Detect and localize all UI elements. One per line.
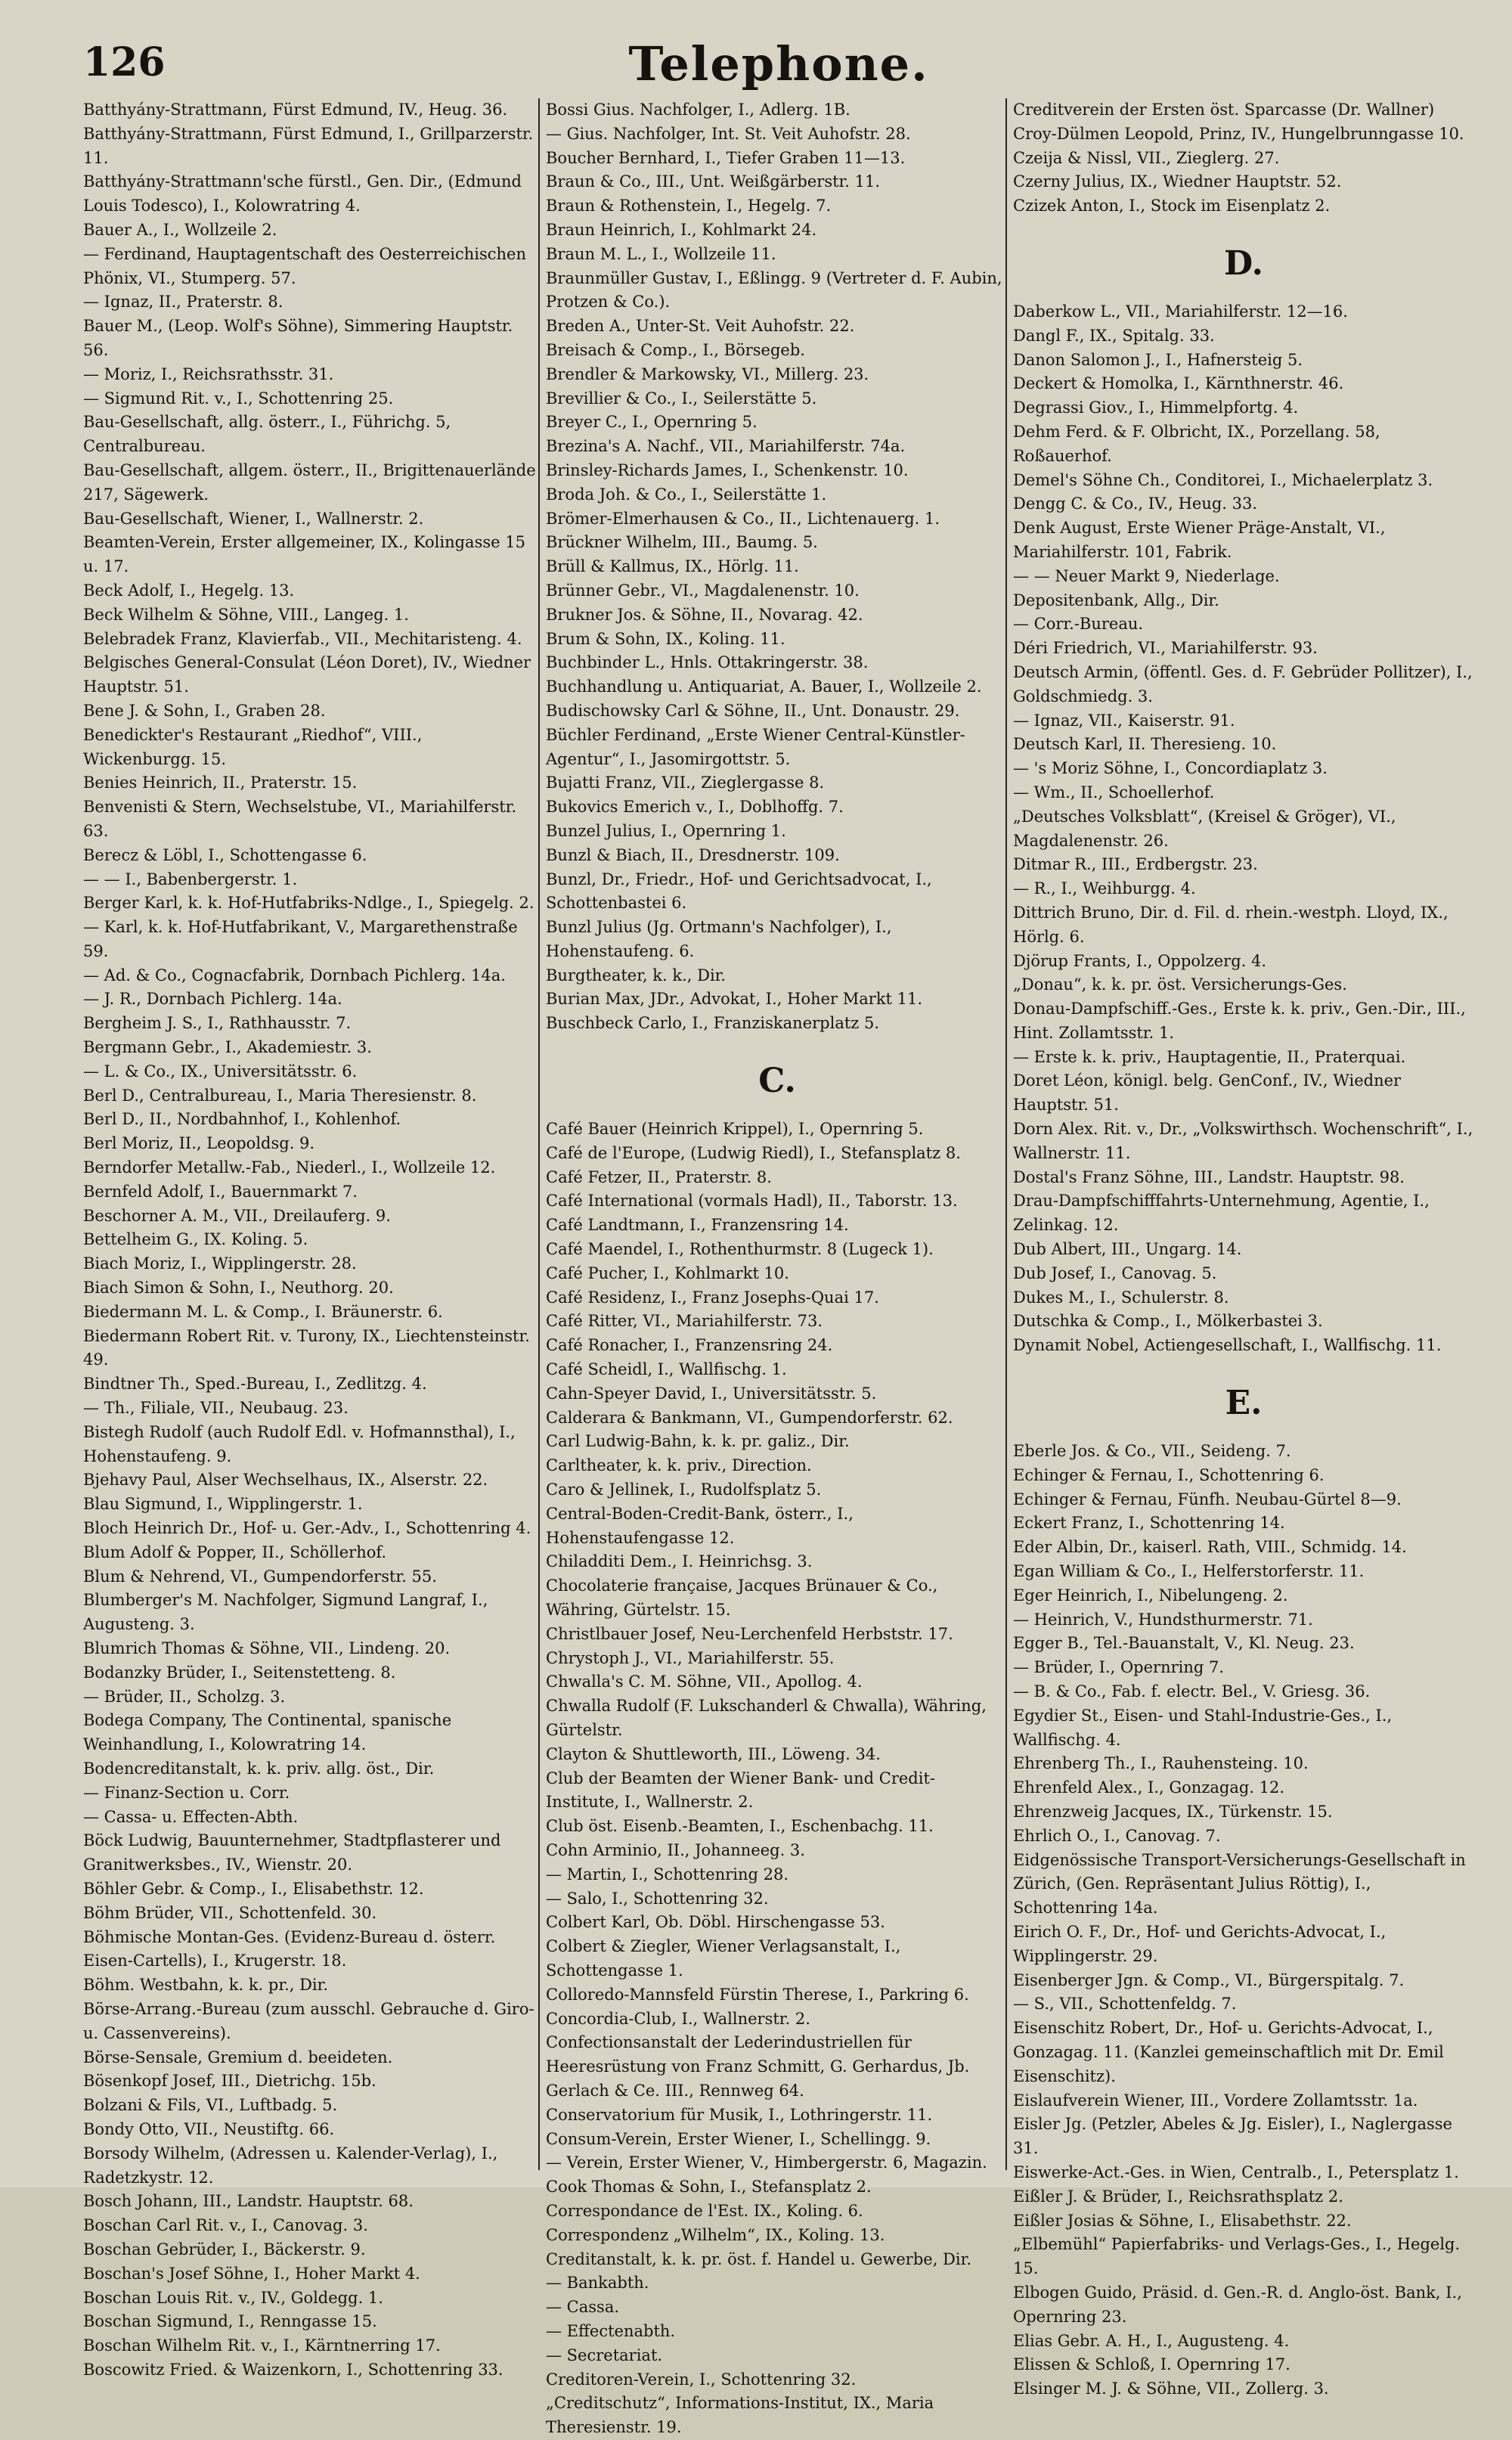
directory-entry: Buchbinder L., Hnls. Ottakringerstr. 38. [546, 653, 869, 672]
directory-entry: Brückner Wilhelm, III., Baumg. 5. [546, 533, 818, 552]
directory-entry: — Cassa. [546, 2298, 620, 2317]
directory-entry: Boschan Gebrüder, I., Bäckerstr. 9. [83, 2240, 366, 2259]
directory-entry: — Cassa- u. Effecten-Abth. [83, 1807, 299, 1826]
directory-entry: — Moriz, I., Reichsrathsstr. 31. [83, 364, 334, 383]
directory-entry: Biach Simon & Sohn, I., Neuthorg. 20. [83, 1279, 394, 1298]
directory-entry: Böhler Gebr. & Comp., I., Elisabethstr. 12. [83, 1879, 424, 1898]
directory-entry: Beschorner A. M., VII., Dreilauferg. 9. [83, 1206, 391, 1225]
directory-entry: Eißler Josias & Söhne, I., Elisabethstr. 22. [1013, 2211, 1352, 2230]
directory-entry: — S., VII., Schottenfeldg. 7. [1013, 1995, 1237, 2014]
directory-entry: — Ferdinand, Hauptagentschaft des Oesterreichischen Phönix, VI., Stumperg. 57. [83, 244, 527, 287]
directory-entry: Dutschka & Comp., I., Mölkerbastei 3. [1013, 1312, 1323, 1331]
directory-entry: — Erste k. k. priv., Hauptagentie, II., Praterquai. [1013, 1047, 1406, 1066]
directory-entry: Egger B., Tel.-Bauanstalt, V., Kl. Neug. 23. [1013, 1634, 1355, 1653]
directory-entry: Carl Ludwig-Bahn, k. k. pr. galiz., Dir. [546, 1432, 850, 1451]
directory-entry: Elbogen Guido, Präsid. d. Gen.-R. d. Anglo-öst. Bank, I., Opernring 23. [1013, 2283, 1462, 2326]
directory-entry: Calderara & Bankmann, VI., Gumpendorferstr. 62. [546, 1408, 953, 1427]
directory-entry: „Creditschutz“, Informations-Institut, IX., Maria Theresienstr. 19. [546, 2394, 934, 2437]
directory-entry: — — Neuer Markt 9, Niederlage. [1013, 566, 1280, 585]
directory-entry: Concordia-Club, I., Wallnerstr. 2. [546, 2009, 810, 2028]
directory-entry: Eisenschitz Robert, Dr., Hof- u. Gerichts-Advocat, I., Gonzagag. 11. (Kanzlei gemeinschaftlich mit Dr. Emil Eisenschitz). [1013, 2019, 1444, 2085]
page-header [83, 36, 1474, 95]
directory-entry: Colloredo-Mannsfeld Fürstin Therese, I., Parkring 6. [546, 1985, 969, 2004]
directory-entry: Café Pucher, I., Kohlmarkt 10. [546, 1263, 789, 1282]
directory-entry: Chwalla Rudolf (F. Lukschanderl & Chwalla), Währing, Gürtelstr. [546, 1697, 987, 1739]
directory-entry: Bau-Gesellschaft, allgem. österr., II., Brigittenauerlände 217, Sägewerk. [83, 460, 536, 504]
directory-entry: Creditanstalt, k. k. pr. öst. f. Handel u. Gewerbe, Dir. [546, 2249, 972, 2268]
directory-entry: Eiswerke-Act.-Ges. in Wien, Centralb., I., Petersplatz 1. [1013, 2163, 1459, 2181]
directory-entry: Borsody Wilhelm, (Adressen u. Kalender-Verlag), I., Radetzkystr. 12. [83, 2144, 498, 2187]
directory-entry: Dukes M., I., Schulerstr. 8. [1013, 1288, 1229, 1307]
directory-entry: Dorn Alex. Rit. v., Dr., „Volkswirthsch. Wochenschrift“, I., Wallnerstr. 11. [1013, 1120, 1473, 1162]
directory-entry: Bene J. & Sohn, I., Graben 28. [83, 701, 326, 720]
section-letter-heading: C. [758, 1062, 796, 1101]
directory-entry: Breyer C., I., Opernring 5. [546, 413, 758, 432]
directory-entry: Elias Gebr. A. H., I., Augusteng. 4. [1013, 2331, 1290, 2350]
directory-entry: Bodanzky Brüder, I., Seitenstetteng. 8. [83, 1663, 396, 1682]
directory-entry: — Bankabth. [546, 2274, 649, 2293]
directory-entry: Blum Adolf & Popper, II., Schöllerhof. [83, 1542, 387, 1561]
directory-entry: Bindtner Th., Sped.-Bureau, I., Zedlitzg. 4. [83, 1375, 427, 1394]
directory-column-3 [1005, 98, 1474, 2398]
directory-entry: — Karl, k. k. Hof-Hutfabrikant, V., Margarethenstraße 59. [83, 918, 518, 960]
directory-entry: — Effectenabth. [546, 2321, 676, 2340]
directory-entry: Broda Joh. & Co., I., Seilerstätte 1. [546, 485, 827, 504]
directory-entry: Brendler & Markowsky, VI., Millerg. 23. [546, 364, 869, 383]
directory-entry: Breisach & Comp., I., Börsegeb. [546, 340, 805, 359]
directory-entry: Demel's Söhne Ch., Conditorei, I., Michaelerplatz 3. [1013, 470, 1433, 489]
directory-entry: Chwalla's C. M. Söhne, VII., Apollog. 4. [546, 1673, 863, 1691]
directory-entry: Benvenisti & Stern, Wechselstube, VI., Mariahilferstr. 63. [83, 798, 517, 840]
directory-entry: Echinger & Fernau, I., Schottenring 6. [1013, 1465, 1325, 1484]
directory-entry: Donau-Dampfschiff.-Ges., Erste k. k. priv., Gen.-Dir., III., Hint. Zollamtsstr. 1. [1013, 1000, 1466, 1042]
directory-entry: — Ad. & Co., Cognacfabrik, Dornbach Pichlerg. 14a. [83, 966, 506, 984]
directory-entry: — Ignaz, VII., Kaiserstr. 91. [1013, 711, 1235, 730]
directory-entry: Dostal's Franz Söhne, III., Landstr. Hauptstr. 98. [1013, 1167, 1405, 1186]
directory-entry: — Salo, I., Schottenring 32. [546, 1889, 769, 1908]
directory-entry: Croy-Dülmen Leopold, Prinz, IV., Hungelbrunngasse 10. [1013, 124, 1464, 143]
directory-entry: Bunzel Julius, I., Opernring 1. [546, 821, 786, 840]
directory-entry: Bodega Company, The Continental, spanische Weinhandlung, I., Kolowratring 14. [83, 1711, 452, 1754]
directory-entry: — Sigmund Rit. v., I., Schottenring 25. [83, 389, 394, 408]
directory-entry: — Finanz-Section u. Corr. [83, 1783, 290, 1802]
directory-entry: Belebradek Franz, Klavierfab., VII., Mechitaristeng. 4. [83, 629, 522, 648]
directory-entry: Café Scheidl, I., Wallfischg. 1. [546, 1360, 787, 1379]
directory-entry: Dynamit Nobel, Actiengesellschaft, I., Wallfischg. 11. [1013, 1336, 1442, 1355]
directory-entry: Biach Moriz, I., Wipplingerstr. 28. [83, 1254, 357, 1273]
directory-entry: Chrystoph J., VI., Mariahilferstr. 55. [546, 1648, 835, 1667]
directory-entry: Ehrenzweig Jacques, IX., Türkenstr. 15. [1013, 1803, 1333, 1821]
section-letter-heading: D. [1224, 243, 1263, 283]
directory-entry: Consum-Verein, Erster Wiener, I., Schellingg. 9. [546, 2129, 931, 2148]
directory-entry: Brum & Sohn, IX., Koling. 11. [546, 629, 785, 648]
directory-entry: — Corr.-Bureau. [1013, 615, 1144, 634]
directory-entry: — R., I., Weihburgg. 4. [1013, 879, 1196, 898]
directory-entry: Doret Léon, königl. belg. GenConf., IV., Wiedner Hauptstr. 51. [1013, 1071, 1402, 1115]
directory-entry: Drau-Dampfschifffahrts-Unternehmung, Agentie, I., Zelinkag. 12. [1013, 1192, 1430, 1235]
directory-entry: Buschbeck Carlo, I., Franziskanerplatz 5. [546, 1014, 880, 1033]
directory-entry: — Gius. Nachfolger, Int. St. Veit Auhofstr. 28. [546, 124, 911, 143]
directory-entry: „Deutsches Volksblatt“, (Kreisel & Gröger), VI., Magdalenenstr. 26. [1013, 807, 1396, 850]
directory-entry: Bujatti Franz, VII., Zieglergasse 8. [546, 774, 825, 792]
directory-entry: Club der Beamten der Wiener Bank- und Credit-Institute, I., Wallnerstr. 2. [546, 1769, 935, 1812]
directory-entry: Bergmann Gebr., I., Akademiestr. 3. [83, 1038, 372, 1057]
directory-entry: Bernfeld Adolf, I., Bauernmarkt 7. [83, 1182, 358, 1201]
directory-entry: Burgtheater, k. k., Dir. [546, 966, 727, 984]
directory-entry: Belgisches General-Consulat (Léon Doret), IV., Wiedner Hauptstr. 51. [83, 653, 531, 696]
section-letter-heading: E. [1225, 1384, 1263, 1423]
directory-entry: Brüll & Kallmus, IX., Hörlg. 11. [546, 557, 799, 576]
directory-entry: Brünner Gebr., VI., Magdalenenstr. 10. [546, 581, 860, 600]
directory-entry: Bauer M., (Leop. Wolf's Söhne), Simmering Hauptstr. 56. [83, 317, 513, 359]
directory-entry: Chocolaterie française, Jacques Brünauer & Co., Währing, Gürtelstr. 15. [546, 1577, 938, 1620]
directory-entry: Boschan Wilhelm Rit. v., I., Kärntnerring 17. [83, 2336, 441, 2355]
directory-entry: Berndorfer Metallw.-Fab., Niederl., I., Wollzeile 12. [83, 1158, 496, 1177]
directory-entry: Beck Adolf, I., Hegelg. 13. [83, 581, 295, 600]
directory-entry: Brömer-Elmerhausen & Co., II., Lichtenauerg. 1. [546, 509, 940, 528]
directory-entry: Beamten-Verein, Erster allgemeiner, IX., Kolingasse 15 u. 17. [83, 533, 525, 576]
directory-entry: Ehrenfeld Alex., I., Gonzagag. 12. [1013, 1778, 1285, 1797]
directory-entry: Djörup Frants, I., Oppolzerg. 4. [1013, 951, 1267, 970]
directory-entry: — Heinrich, V., Hundsthurmerstr. 71. [1013, 1610, 1313, 1629]
directory-entry: Eisenberger Jgn. & Comp., VI., Bürgerspitalg. 7. [1013, 1970, 1405, 1989]
directory-entry: Bjehavy Paul, Alser Wechselhaus, IX., Alserstr. 22. [83, 1471, 488, 1490]
directory-entry: Creditoren-Verein, I., Schottenring 32. [546, 2370, 857, 2389]
directory-entry: Confectionsanstalt der Lederindustriellen für Heeresrüstung von Franz Schmitt, G. Gerhardus, Jb. Gerlach & Ce. III., Rennweg 64. [546, 2033, 970, 2100]
directory-entry: Ehrenberg Th., I., Rauhensteing. 10. [1013, 1754, 1309, 1773]
directory-entry: Bergheim J. S., I., Rathhausstr. 7. [83, 1014, 352, 1033]
directory-entry: Bossi Gius. Nachfolger, I., Adlerg. 1B. [546, 101, 850, 119]
directory-entry: Braunmüller Gustav, I., Eßlingg. 9 (Vertreter d. F. Aubin, Protzen & Co.). [546, 268, 1002, 312]
directory-entry: Dengg C. & Co., IV., Heug. 33. [1013, 495, 1258, 513]
directory-entry: Bukovics Emerich v., I., Doblhoffg. 7. [546, 798, 844, 817]
directory-entry: Eckert Franz, I., Schottenring 14. [1013, 1514, 1285, 1533]
directory-entry: Büchler Ferdinand, „Erste Wiener Central-Künstler-Agentur“, I., Jasomirgottstr. 5. [546, 725, 965, 768]
directory-entry: Daberkow L., VII., Mariahilferstr. 12—16. [1013, 302, 1348, 321]
directory-entry: Eißler J. & Brüder, I., Reichsrathsplatz 2. [1013, 2187, 1343, 2206]
directory-entry: Carltheater, k. k. priv., Direction. [546, 1456, 812, 1475]
directory-entry: Cook Thomas & Sohn, I., Stefansplatz 2. [546, 2178, 872, 2197]
directory-entry: Börse-Sensale, Gremium d. beeideten. [83, 2048, 393, 2066]
directory-entry: Batthyány-Strattmann, Fürst Edmund, IV., Heug. 36. [83, 101, 508, 119]
directory-entry: Correspondance de l'Est. IX., Koling. 6. [546, 2201, 863, 2220]
directory-entry: Boscowitz Fried. & Waizenkorn, I., Schottenring 33. [83, 2360, 503, 2379]
directory-entry: Eisler Jg. (Petzler, Abeles & Jg. Eisler), I., Naglergasse 31. [1013, 2115, 1452, 2158]
directory-entry: Dehm Ferd. & F. Olbricht, IX., Porzellang. 58, Roßauerhof. [1013, 422, 1380, 465]
directory-entry: Café Landtmann, I., Franzensring 14. [546, 1216, 849, 1235]
directory-entry: Chiladditi Dem., I. Heinrichsg. 3. [546, 1552, 813, 1571]
directory-entry: Café Ritter, VI., Mariahilferstr. 73. [546, 1312, 823, 1331]
directory-entry: Berl D., II., Nordbahnhof, I., Kohlenhof. [83, 1110, 401, 1129]
directory-entry: Café International (vormals Hadl), II., Taborstr. 13. [546, 1192, 958, 1211]
directory-column-1 [83, 98, 537, 2379]
directory-entry: Benies Heinrich, II., Praterstr. 15. [83, 774, 358, 792]
directory-entry: Ditmar R., III., Erdbergstr. 23. [1013, 855, 1258, 874]
directory-entry: Egan William & Co., I., Helferstorferstr. 11. [1013, 1562, 1365, 1581]
directory-entry: Deutsch Armin, (öffentl. Ges. d. F. Gebrüder Pollitzer), I., Goldschmiedg. 3. [1013, 662, 1473, 705]
directory-entry: Bau-Gesellschaft, allg. österr., I., Führichg. 5, Centralbureau. [83, 413, 451, 456]
directory-entry: Bunzl, Dr., Friedr., Hof- und Gerichtsadvocat, I., Schottenbastei 6. [546, 870, 932, 913]
directory-entry: Biedermann M. L. & Comp., I. Bräunerstr. 6. [83, 1302, 443, 1321]
directory-entry: Boschan's Josef Söhne, I., Hoher Markt 4. [83, 2264, 420, 2283]
page-number: 126 [83, 39, 166, 85]
directory-entry: Deckert & Homolka, I., Kärnthnerstr. 46. [1013, 374, 1344, 393]
directory-entry: Böck Ludwig, Bauunternehmer, Stadtpflasterer und Granitwerksbes., IV., Wienstr. 20. [83, 1831, 501, 1874]
directory-entry: Blau Sigmund, I., Wipplingerstr. 1. [83, 1495, 363, 1514]
directory-entry: — Verein, Erster Wiener, V., Himbergerstr. 6, Magazin. [546, 2153, 987, 2172]
directory-entry: Buchhandlung u. Antiquariat, A. Bauer, I., Wollzeile 2. [546, 677, 982, 696]
directory-entry: Boschan Carl Rit. v., I., Canovag. 3. [83, 2216, 368, 2235]
directory-entry: Dangl F., IX., Spitalg. 33. [1013, 326, 1215, 345]
directory-entry: Czeija & Nissl, VII., Zieglerg. 27. [1013, 148, 1280, 167]
directory-entry: Denk August, Erste Wiener Präge-Anstalt, VI., Mariahilferstr. 101, Fabrik. [1013, 519, 1386, 561]
directory-entry: Conservatorium für Musik, I., Lothringerstr. 11. [546, 2105, 933, 2124]
directory-entry: Brukner Jos. & Söhne, II., Novarag. 42. [546, 605, 863, 624]
directory-entry: Correspondenz „Wilhelm“, IX., Koling. 13. [546, 2225, 885, 2244]
directory-entry: Berl Moriz, II., Leopoldsg. 9. [83, 1134, 315, 1153]
directory-entry: Braun & Co., III., Unt. Weißgärberstr. 11. [546, 172, 881, 191]
directory-entry: Cahn-Speyer David, I., Universitätsstr. 5. [546, 1384, 877, 1403]
directory-entry: — Secretariat. [546, 2345, 663, 2364]
directory-entry: Bloch Heinrich Dr., Hof- u. Ger.-Adv., I., Schottenring 4. [83, 1519, 531, 1538]
directory-entry: Eislaufverein Wiener, III., Vordere Zollamtsstr. 1a. [1013, 2091, 1418, 2110]
directory-entry: Braun Heinrich, I., Kohlmarkt 24. [546, 220, 817, 239]
directory-entry: Café Ronacher, I., Franzensring 24. [546, 1336, 833, 1355]
directory-entry: Boschan Louis Rit. v., IV., Goldegg. 1. [83, 2288, 383, 2307]
directory-entry: Blum & Nehrend, VI., Gumpendorferstr. 55. [83, 1567, 437, 1586]
directory-entry: Caro & Jellinek, I., Rudolfsplatz 5. [546, 1480, 822, 1499]
directory-entry: Christlbauer Josef, Neu-Lerchenfeld Herbststr. 17. [546, 1624, 953, 1643]
directory-entry: Berecz & Löbl, I., Schottengasse 6. [83, 845, 367, 864]
directory-entry: Danon Salomon J., I., Hafnersteig 5. [1013, 350, 1303, 369]
directory-entry: Burian Max, JDr., Advokat, I., Hoher Markt 11. [546, 990, 923, 1009]
directory-entry: Eidgenössische Transport-Versicherungs-Gesellschaft in Zürich, (Gen. Repräsentant Julius Röttig), I., Schottenring 14a. [1013, 1850, 1466, 1918]
directory-entry: Batthyány-Strattmann'sche fürstl., Gen. Dir., (Edmund Louis Todesco), I., Kolowratring 4. [83, 172, 522, 215]
directory-entry: Bodencreditanstalt, k. k. priv. allg. öst., Dir. [83, 1759, 435, 1778]
directory-entry: Depositenbank, Allg., Dir. [1013, 591, 1219, 609]
directory-entry: Börse-Arrang.-Bureau (zum ausschl. Gebrauche d. Giro- u. Cassenvereins). [83, 1999, 534, 2042]
directory-entry: Biedermann Robert Rit. v. Turony, IX., Liechtensteinstr. 49. [83, 1326, 530, 1369]
directory-entry: — Martin, I., Schottenring 28. [546, 1865, 789, 1883]
directory-entry: Café Maendel, I., Rothenthurmstr. 8 (Lugeck 1). [546, 1240, 934, 1259]
directory-entry: Czizek Anton, I., Stock im Eisenplatz 2. [1013, 197, 1331, 215]
directory-entry: Bauer A., I., Wollzeile 2. [83, 220, 277, 239]
directory-entry: Déri Friedrich, VI., Mariahilferstr. 93. [1013, 639, 1318, 658]
directory-entry: Batthyány-Strattmann, Fürst Edmund, I., Grillparzerstr. 11. [83, 124, 534, 167]
directory-entry: „Elbemühl“ Papierfabriks- und Verlags-Ges., I., Hegelg. 15. [1013, 2235, 1461, 2278]
directory-entry: — 's Moriz Söhne, I., Concordiaplatz 3. [1013, 759, 1328, 778]
directory-entry: Bettelheim G., IX. Koling. 5. [83, 1230, 308, 1249]
directory-entry: Club öst. Eisenb.-Beamten, I., Eschenbachg. 11. [546, 1817, 934, 1836]
directory-entry: Elsinger M. J. & Söhne, VII., Zollerg. 3. [1013, 2380, 1329, 2398]
directory-entry: — Ignaz, II., Praterstr. 8. [83, 293, 284, 312]
directory-entry: Böhm Brüder, VII., Schottenfeld. 30. [83, 1903, 377, 1922]
directory-entry: Creditverein der Ersten öst. Sparcasse (Dr. Wallner) [1013, 101, 1435, 119]
directory-entry: Bolzani & Fils, VI., Luftbadg. 5. [83, 2096, 338, 2115]
directory-entry: Beck Wilhelm & Söhne, VIII., Langeg. 1. [83, 605, 409, 624]
directory-entry: Braun & Rothenstein, I., Hegelg. 7. [546, 197, 832, 215]
directory-entry: Breden A., Unter-St. Veit Auhofstr. 22. [546, 317, 855, 336]
directory-entry: Ehrlich O., I., Canovag. 7. [1013, 1826, 1221, 1845]
directory-entry: — Brüder, I., Opernring 7. [1013, 1658, 1225, 1677]
directory-entry: Café Residenz, I., Franz Josephs-Quai 17. [546, 1288, 879, 1307]
directory-entry: Boucher Bernhard, I., Tiefer Graben 11—13. [546, 148, 906, 167]
directory-entry: Echinger & Fernau, Fünfh. Neubau-Gürtel 8—9. [1013, 1490, 1402, 1508]
directory-entry: Bunzl & Biach, II., Dresdnerstr. 109. [546, 845, 840, 864]
directory-entry: Café Fetzer, II., Praterstr. 8. [546, 1167, 772, 1186]
directory-entry: — B. & Co., Fab. f. electr. Bel., V. Griesg. 36. [1013, 1682, 1371, 1701]
directory-entry: Degrassi Giov., I., Himmelpfortg. 4. [1013, 398, 1299, 417]
directory-entry: Bösenkopf Josef, III., Dietrichg. 15b. [83, 2072, 376, 2091]
directory-entry: — J. R., Dornbach Pichlerg. 14a. [83, 990, 342, 1009]
directory-entry: Böhm. Westbahn, k. k. pr., Dir. [83, 1976, 329, 1995]
directory-entry: Central-Boden-Credit-Bank, österr., I., Hohenstaufengasse 12. [546, 1504, 854, 1547]
directory-entry: Colbert Karl, Ob. Döbl. Hirschengasse 53. [546, 1913, 885, 1932]
page-title: Telephone. [628, 36, 929, 91]
directory-entry: Berger Karl, k. k. Hof-Hutfabriks-Ndlge., I., Spiegelg. 2. [83, 894, 534, 913]
directory-entry: — — I., Babenbergerstr. 1. [83, 870, 298, 888]
directory-entry: Brezina's A. Nachf., VII., Mariahilferstr. 74a. [546, 437, 906, 456]
directory-entry: Böhmische Montan-Ges. (Evidenz-Bureau d. österr. Eisen-Cartells), I., Krugerstr. 18. [83, 1927, 496, 1970]
directory-entry: Eberle Jos. & Co., VII., Seideng. 7. [1013, 1442, 1291, 1461]
directory-entry: Eder Albin, Dr., kaiserl. Rath, VIII., Schmidg. 14. [1013, 1538, 1407, 1557]
directory-entry: Bosch Johann, III., Landstr. Hauptstr. 68. [83, 2192, 414, 2211]
directory-entry: — Wm., II., Schoellerhof. [1013, 783, 1215, 801]
directory-entry: Boschan Sigmund, I., Renngasse 15. [83, 2312, 377, 2331]
directory-entry: Dub Albert, III., Ungarg. 14. [1013, 1240, 1242, 1259]
directory-entry: Café Bauer (Heinrich Krippel), I., Opernring 5. [546, 1120, 924, 1139]
directory-entry: Budischowsky Carl & Söhne, II., Unt. Donaustr. 29. [546, 701, 960, 720]
directory-entry: — Th., Filiale, VII., Neubaug. 23. [83, 1399, 349, 1418]
directory-entry: Clayton & Shuttleworth, III., Löweng. 34. [546, 1744, 881, 1763]
directory-entry: Café de l'Europe, (Ludwig Riedl), I., Stefansplatz 8. [546, 1143, 961, 1162]
directory-entry: Deutsch Karl, II. Theresieng. 10. [1013, 735, 1277, 754]
directory-entry: Czerny Julius, IX., Wiedner Hauptstr. 52. [1013, 172, 1342, 191]
directory-entry: Bondy Otto, VII., Neustiftg. 66. [83, 2119, 335, 2138]
directory-entry: Braun M. L., I., Wollzeile 11. [546, 244, 776, 263]
directory-entry: Blumberger's M. Nachfolger, Sigmund Langraf, I., Augusteng. 3. [83, 1591, 488, 1634]
directory-entry: „Donau“, k. k. pr. öst. Versicherungs-Ges. [1013, 975, 1347, 994]
directory-entry: Blumrich Thomas & Söhne, VII., Lindeng. 20. [83, 1639, 451, 1657]
directory-entry: Brevillier & Co., I., Seilerstätte 5. [546, 389, 817, 408]
directory-entry: Bau-Gesellschaft, Wiener, I., Wallnerstr. 2. [83, 509, 424, 528]
directory-entry: Benedickter's Restaurant „Riedhof“, VIII., Wickenburgg. 15. [83, 725, 423, 768]
directory-entry: Dub Josef, I., Canovag. 5. [1013, 1263, 1217, 1282]
directory-entry: Eirich O. F., Dr., Hof- und Gerichts-Advocat, I., Wipplingerstr. 29. [1013, 1922, 1387, 1965]
directory-entry: Cohn Arminio, II., Johanneeg. 3. [546, 1840, 805, 1859]
directory-entry: Colbert & Ziegler, Wiener Verlagsanstalt, I., Schottengasse 1. [546, 1937, 901, 1980]
directory-column-2 [538, 98, 1009, 2437]
directory-entry: Brinsley-Richards James, I., Schenkenstr. 10. [546, 460, 909, 479]
directory-entry: Elissen & Schloß, I. Opernring 17. [1013, 2355, 1290, 2374]
directory-entry: Bunzl Julius (Jg. Ortmann's Nachfolger), I., Hohenstaufeng. 6. [546, 918, 892, 960]
directory-entry: Egydier St., Eisen- und Stahl-Industrie-Ges., I., Wallfischg. 4. [1013, 1706, 1393, 1749]
directory-entry: Berl D., Centralbureau, I., Maria Theresienstr. 8. [83, 1086, 477, 1105]
directory-entry: — L. & Co., IX., Universitätsstr. 6. [83, 1062, 358, 1080]
directory-entry: Eger Heinrich, I., Nibelungeng. 2. [1013, 1586, 1288, 1604]
directory-entry: — Brüder, II., Scholzg. 3. [83, 1687, 286, 1706]
directory-entry: Dittrich Bruno, Dir. d. Fil. d. rhein.-westph. Lloyd, IX., Hörlg. 6. [1013, 903, 1448, 946]
directory-entry: Bistegh Rudolf (auch Rudolf Edl. v. Hofmannsthal), I., Hohenstaufeng. 9. [83, 1422, 516, 1465]
